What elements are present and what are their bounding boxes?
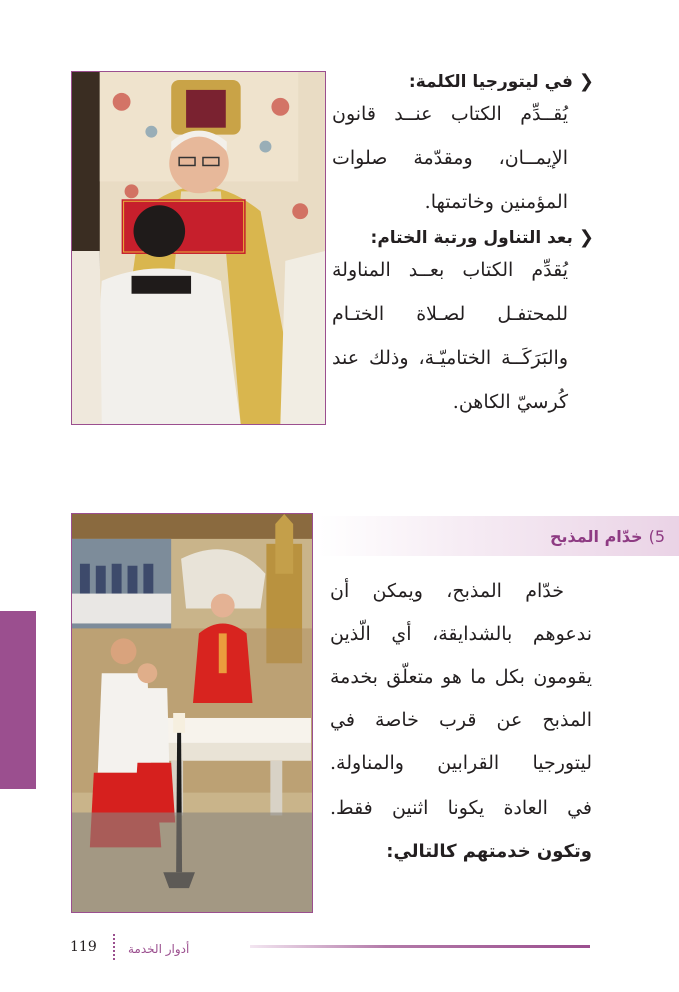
section-title: خدّام المذبح <box>550 526 643 546</box>
section-heading <box>318 516 679 556</box>
bullet-liturgy-word <box>332 72 594 92</box>
altar-servers-section <box>330 570 592 873</box>
bullet-paragraph: يُقدِّم الكتاب بعــد المناولة للمحتفـل لصـلاة الختـام والبَرَكَــة الختاميّـة، وذلك عند كُرسيّ الكاهن. <box>332 259 568 413</box>
bishop-photo <box>71 71 326 425</box>
bullet-title: في ليتورجيا الكلمة: <box>408 72 573 92</box>
liturgy-roles-section <box>332 72 594 424</box>
section-paragraph <box>330 787 592 873</box>
chevron-left-icon: ❮ <box>578 71 594 92</box>
chevron-left-icon: ❮ <box>578 227 594 248</box>
paragraph-plain-text: في العادة يكونا اثنين فقط. <box>330 797 592 819</box>
running-title: أدوار الخدمة <box>128 942 190 956</box>
section-number: 5) <box>648 526 665 546</box>
bullet-after-communion <box>332 228 594 248</box>
footer-divider <box>250 945 590 948</box>
section-paragraph: خدّام المذبح، ويمكن أن ندعوهم بالشدايقة، أي الّذين يقومون بكل ما هو متعلّق بخدمة المذبح عن قرب خاصة في ليتورجيا القرابين والمناولة. <box>330 580 592 774</box>
altar-servers-photo <box>71 513 313 913</box>
page-number: 119 <box>70 939 97 955</box>
bullet-paragraph: يُقــدِّم الكتاب عنــد قانون الإيمــان، ومقدّمة صلوات المؤمنين وخاتمتها. <box>332 103 568 213</box>
bullet-title: بعد التناول ورتبة الختام: <box>370 228 573 248</box>
chapter-side-tab <box>0 611 36 789</box>
paragraph-bold-text: وتكون خدمتهم كالتالي: <box>386 841 592 862</box>
footer-dotted-separator <box>113 934 115 960</box>
